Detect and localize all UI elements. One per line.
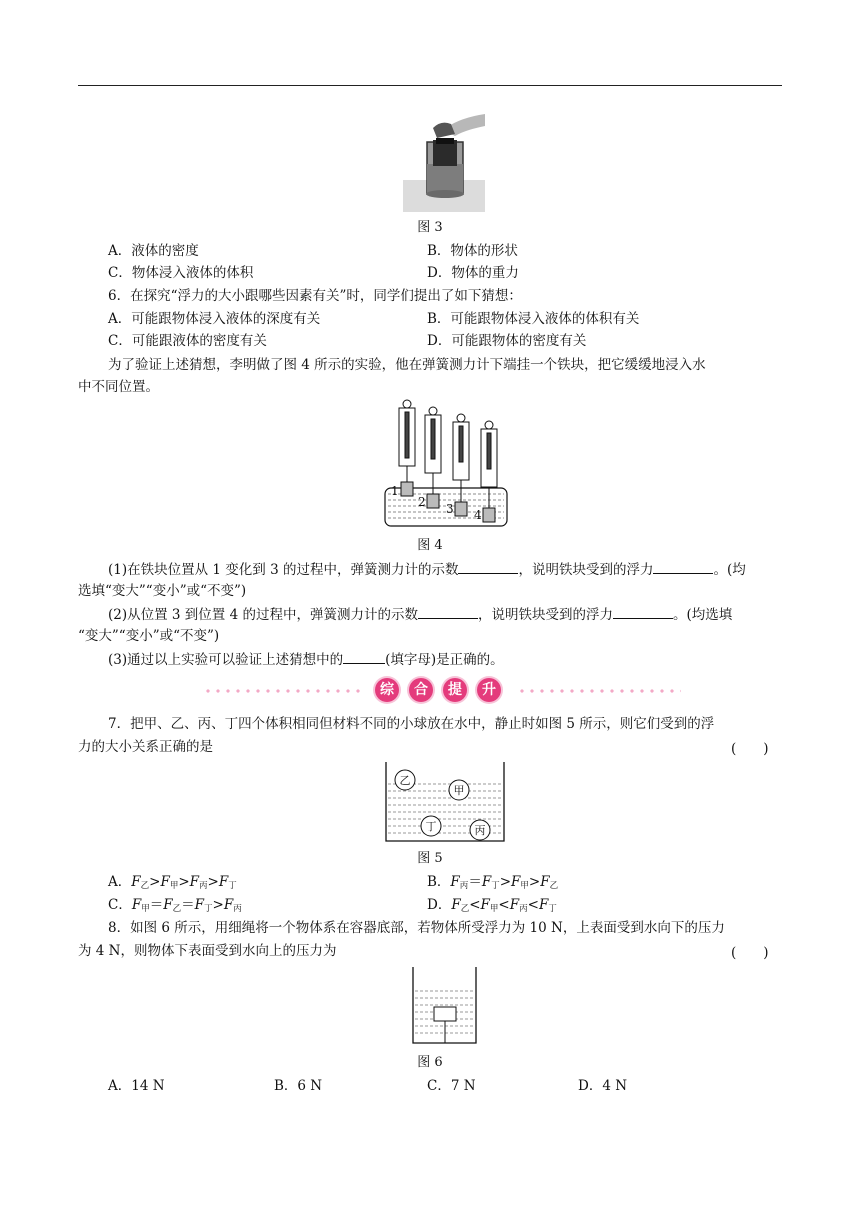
fig4-label-1: 1	[391, 484, 399, 498]
q8-line2: 为 4 N，则物体下表面受到水向上的压力为	[78, 943, 337, 959]
blank-4[interactable]	[613, 604, 673, 619]
q6-intro-line2: 中不同位置。	[78, 379, 159, 395]
figure-3-photo	[403, 112, 485, 212]
q7-line2: 力的大小关系正确的是	[78, 739, 213, 755]
q7-option-a: A．$F_乙>F_甲>F_丙>F_丁$	[108, 874, 237, 891]
q5-option-b: B．物体的形状	[427, 243, 518, 259]
banner-char-4: 升	[477, 678, 501, 702]
q7-option-c: C．$F_甲=F_乙=F_丁>F_丙$	[108, 897, 242, 914]
banner-char-2: 合	[409, 678, 433, 702]
header-rule	[78, 85, 782, 86]
figure-6-diagram	[410, 965, 480, 1047]
figure-3-caption: 图 3	[417, 220, 443, 235]
q8-line1: 8．如图 6 所示，用细绳将一个物体系在容器底部，若物体所受浮力为 10 N，上表面受到水向下的压力	[108, 920, 725, 936]
q8-option-b: B．6 N	[274, 1078, 323, 1094]
figure-5-diagram	[383, 760, 507, 844]
q7-option-b: B．$F_丙=F_丁>F_甲>F_乙$	[427, 874, 559, 891]
q6-part1: (1)在铁块位置从 1 变化到 3 的过程中，弹簧测力计的示数 ，说明铁块受到的浮力 。(均	[108, 559, 746, 580]
q5-option-a: A．液体的密度	[108, 243, 199, 259]
q8-answer-paren[interactable]: ( )	[731, 945, 769, 961]
figure-4-diagram	[382, 398, 510, 530]
q8-option-a: A．14 N	[108, 1078, 165, 1094]
q6-part2-line2: “变大”“变小”或“不变”)	[78, 628, 220, 644]
blank-3[interactable]	[418, 604, 478, 619]
q7-option-d: D．$F_乙<F_甲<F_丙<F_丁$	[427, 897, 557, 914]
ball-jia: 甲	[453, 784, 465, 797]
banner-dots-left	[203, 689, 363, 693]
q7-line1: 7．把甲、乙、丙、丁四个体积相同但材料不同的小球放在水中，静止时如图 5 所示，则它们受到的浮	[108, 716, 715, 732]
banner-char-1: 综	[375, 678, 399, 702]
q8-option-d: D．4 N	[578, 1078, 628, 1094]
blank-1[interactable]	[458, 559, 518, 574]
q6-option-b: B．可能跟物体浸入液体的体积有关	[427, 311, 640, 327]
fig4-label-3: 3	[446, 502, 454, 516]
q6-part3: (3)通过以上实验可以验证上述猜想中的 (填字母)是正确的。	[108, 649, 504, 670]
q5-option-c: C．物体浸入液体的体积	[108, 265, 254, 281]
q6-option-c: C．可能跟液体的密度有关	[108, 333, 267, 349]
fig4-label-4: 4	[474, 508, 482, 522]
ball-ding: 丁	[425, 820, 437, 833]
q6-part2: (2)从位置 3 到位置 4 的过程中，弹簧测力计的示数 ，说明铁块受到的浮力 。(均选填	[108, 604, 732, 625]
q6-intro-line1: 为了验证上述猜想，李明做了图 4 所示的实验，他在弹簧测力计下端挂一个铁块，把它缓缓地浸入水	[108, 357, 706, 373]
q5-option-d: D．物体的重力	[427, 265, 519, 281]
blank-2[interactable]	[653, 559, 713, 574]
q8-option-c: C．7 N	[427, 1078, 476, 1094]
q6-stem: 6．在探究“浮力的大小跟哪些因素有关”时，同学们提出了如下猜想：	[108, 288, 522, 304]
q6-option-a: A．可能跟物体浸入液体的深度有关	[108, 311, 321, 327]
figure-4-caption: 图 4	[417, 538, 443, 553]
q7-answer-paren[interactable]: ( )	[731, 741, 769, 757]
banner-dots-right	[517, 689, 681, 693]
q6-option-d: D．可能跟物体的密度有关	[427, 333, 587, 349]
fig4-label-2: 2	[418, 495, 426, 509]
ball-bing: 丙	[474, 824, 486, 837]
blank-5[interactable]	[343, 649, 385, 664]
q6-part1-line2: 选填“变大”“变小”或“不变”)	[78, 583, 247, 599]
ball-yi: 乙	[399, 774, 411, 787]
figure-6-caption: 图 6	[417, 1055, 443, 1070]
figure-5-caption: 图 5	[417, 851, 443, 866]
banner-char-3: 提	[443, 678, 467, 702]
